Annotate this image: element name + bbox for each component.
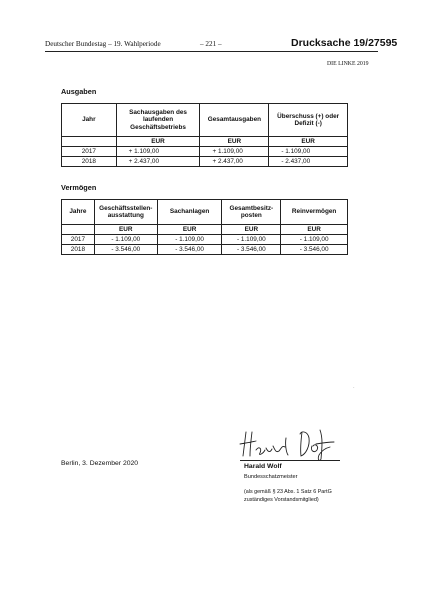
value-cell: + 2.437,00 bbox=[200, 157, 269, 167]
value-cell: - 1.109,00 bbox=[157, 235, 222, 245]
value-cell: - 3.546,00 bbox=[222, 245, 281, 255]
unit-cell: EUR bbox=[94, 225, 157, 235]
handwritten-signature bbox=[238, 426, 348, 462]
page-number: – 221 – bbox=[200, 40, 222, 48]
year-cell: 2018 bbox=[62, 157, 117, 167]
value-cell: - 2.437,00 bbox=[269, 157, 348, 167]
section-title-ausgaben: Ausgaben bbox=[61, 87, 97, 96]
column-header: Sachausgaben des laufenden Geschäftsbetriebs bbox=[116, 104, 200, 137]
value-cell: - 3.546,00 bbox=[94, 245, 157, 255]
signer-note: zuständiges Vorstandsmitglied) bbox=[244, 497, 319, 503]
document-number-label: Drucksache 19/ bbox=[291, 37, 369, 49]
value-cell: + 2.437,00 bbox=[116, 157, 200, 167]
scan-speck: · bbox=[353, 385, 355, 391]
value-cell: - 1.109,00 bbox=[94, 235, 157, 245]
column-header: Gesamtbesitz-posten bbox=[222, 200, 281, 225]
table-header-row bbox=[62, 104, 348, 137]
section-title-vermoegen: Vermögen bbox=[61, 183, 97, 192]
document-number bbox=[291, 37, 397, 49]
header-divider bbox=[45, 51, 378, 52]
table-vermoegen bbox=[61, 199, 348, 255]
value-cell: - 3.546,00 bbox=[281, 245, 348, 255]
unit-row bbox=[62, 225, 348, 235]
unit-cell: EUR bbox=[116, 137, 200, 147]
column-header: Überschuss (+) oder Defizit (-) bbox=[269, 104, 348, 137]
unit-cell bbox=[62, 137, 117, 147]
year-cell: 2017 bbox=[62, 147, 117, 157]
unit-cell: EUR bbox=[281, 225, 348, 235]
table-row bbox=[62, 245, 348, 255]
signature-line bbox=[240, 460, 340, 461]
column-header: Jahr bbox=[62, 104, 117, 137]
signer-note: (als gemäß § 23 Abs. 1 Satz 6 PartG bbox=[244, 489, 332, 495]
value-cell: + 1.109,00 bbox=[116, 147, 200, 157]
table-header-row bbox=[62, 200, 348, 225]
signer-name: Harald Wolf bbox=[244, 463, 282, 470]
unit-cell: EUR bbox=[269, 137, 348, 147]
party-year: DIE LINKE 2019 bbox=[327, 61, 369, 67]
place-date: Berlin, 3. Dezember 2020 bbox=[61, 460, 139, 467]
column-header: Sachanlagen bbox=[157, 200, 222, 225]
year-cell: 2017 bbox=[62, 235, 95, 245]
value-cell: - 1.109,00 bbox=[281, 235, 348, 245]
signer-title: Bundesschatzmeister bbox=[244, 474, 298, 480]
value-cell: - 3.546,00 bbox=[157, 245, 222, 255]
value-cell: - 1.109,00 bbox=[269, 147, 348, 157]
unit-cell: EUR bbox=[157, 225, 222, 235]
value-cell: + 1.109,00 bbox=[200, 147, 269, 157]
unit-row bbox=[62, 137, 348, 147]
table-row bbox=[62, 157, 348, 167]
table-ausgaben bbox=[61, 103, 348, 167]
column-header: Reinvermögen bbox=[281, 200, 348, 225]
unit-cell: EUR bbox=[200, 137, 269, 147]
column-header: Geschäftsstellen-ausstattung bbox=[94, 200, 157, 225]
column-header: Gesamtausgaben bbox=[200, 104, 269, 137]
table-row bbox=[62, 147, 348, 157]
value-cell: - 1.109,00 bbox=[222, 235, 281, 245]
unit-cell: EUR bbox=[222, 225, 281, 235]
unit-cell bbox=[62, 225, 95, 235]
header-parliament: Deutscher Bundestag – 19. Wahlperiode bbox=[45, 40, 161, 48]
document-number-value: 27595 bbox=[368, 37, 398, 49]
table-row bbox=[62, 235, 348, 245]
column-header: Jahre bbox=[62, 200, 95, 225]
year-cell: 2018 bbox=[62, 245, 95, 255]
